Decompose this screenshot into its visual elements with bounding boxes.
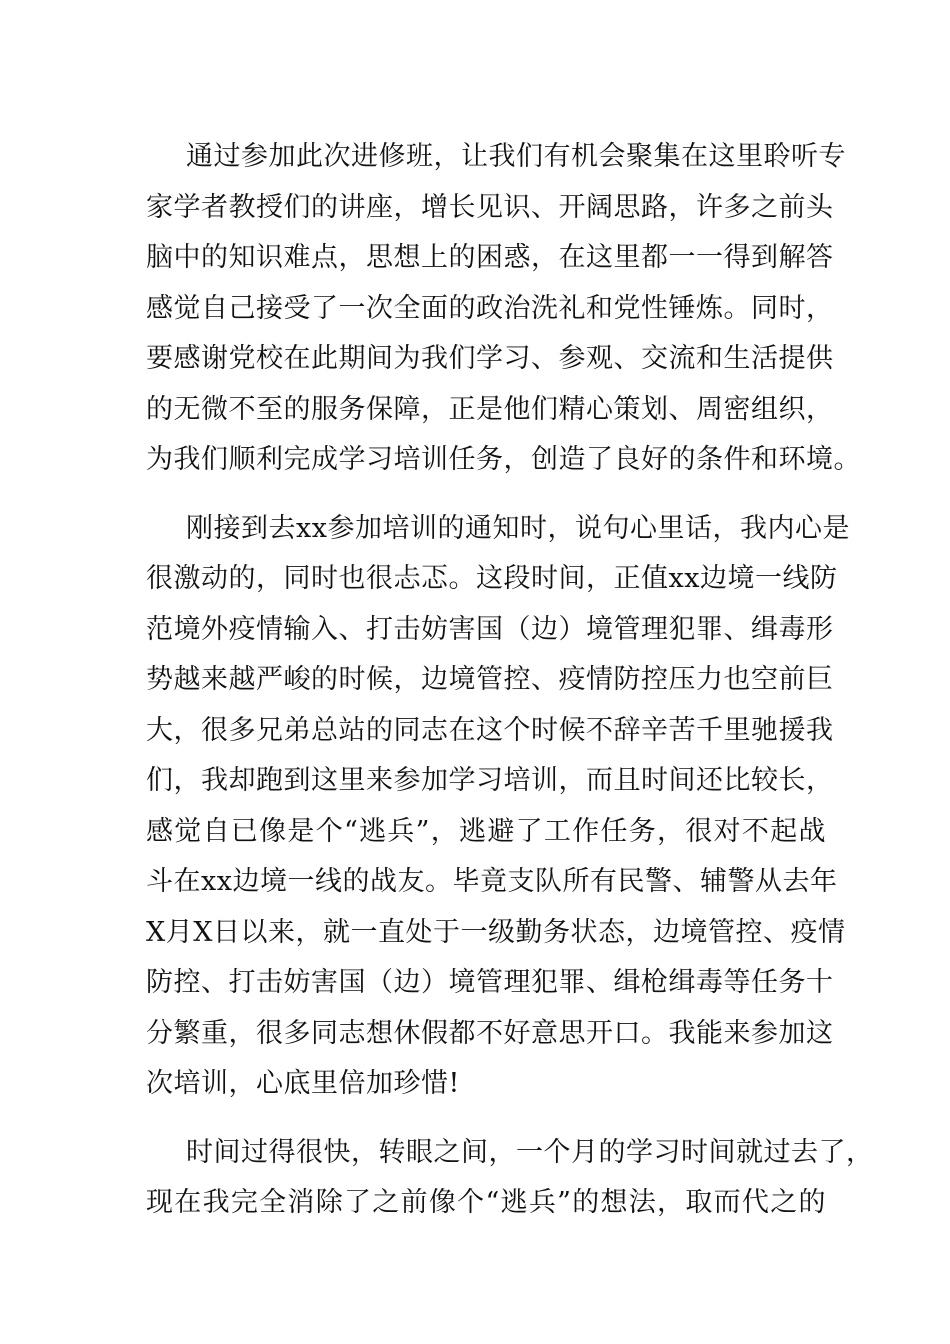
paragraph-line: X月X日以来，就一直处于一级勤务状态，边境管控、疫情 (146, 916, 846, 948)
paragraph-line: 脑中的知识难点，思想上的困惑，在这里都一一得到解答 (146, 242, 834, 273)
paragraph-line: 次培训，心底里倍加珍惜! (146, 1068, 460, 1099)
paragraph-line: 感觉自已像是个“逃兵”，逃避了工作任务，很对不起战 (146, 815, 826, 847)
paragraph-3 (146, 1128, 874, 1229)
paragraph-line: 势越来越严峻的时候，边境管控、疫情防控压力也空前巨 (146, 664, 834, 695)
paragraph-line: 们，我却跑到这里来参加学习培训，而且时间还比较长， (146, 765, 834, 796)
paragraph-line: 现在我完全消除了之前像个“逃兵”的想法，取而代之的 (146, 1187, 826, 1218)
paragraph-line: 分繁重，很多同志想休假都不好意思开口。我能来参加这 (146, 1017, 834, 1049)
paragraph-line: 通过参加此次进修班，让我们有机会聚集在这里聆听专 (186, 141, 846, 172)
paragraph-line: 斗在xx边境一线的战友。毕竟支队所有民警、辅警从去年 (146, 866, 838, 897)
paragraph-line: 很激动的，同时也很忐忑。这段时间，正值xx边境一线防 (146, 563, 838, 594)
paragraph-line: 要感谢党校在此期间为我们学习、参观、交流和生活提供 (146, 343, 834, 374)
paragraph-line: 感觉自己接受了一次全面的政治洗礼和党性锤炼。同时， (146, 292, 834, 324)
document-body (146, 132, 874, 1247)
paragraph-2 (146, 504, 850, 1110)
paragraph-line: 刚接到去xx参加培训的通知时，说句心里话，我内心是 (186, 512, 850, 544)
paragraph-line: 时间过得很快，转眼之间，一个月的学习时间就过去了， (186, 1136, 874, 1168)
paragraph-line: 防控、打击妨害国（边）境管理犯罪、缉枪缉毒等任务十 (146, 967, 834, 998)
paragraph-1 (146, 132, 861, 486)
paragraph-line: 范境外疫情输入、打击妨害国（边）境管理犯罪、缉毒形 (146, 613, 834, 645)
paragraph-line: 大，很多兄弟总站的同志在这个时候不辞辛苦千里驰援我 (146, 714, 834, 746)
paragraph-line: 的无微不至的服务保障，正是他们精心策划、周密组织， (146, 393, 834, 425)
paragraph-line: 家学者教授们的讲座，增长见识、开阔思路，许多之前头 (146, 191, 834, 223)
paragraph-line: 为我们顺利完成学习培训任务，创造了良好的条件和环境。 (146, 444, 861, 475)
